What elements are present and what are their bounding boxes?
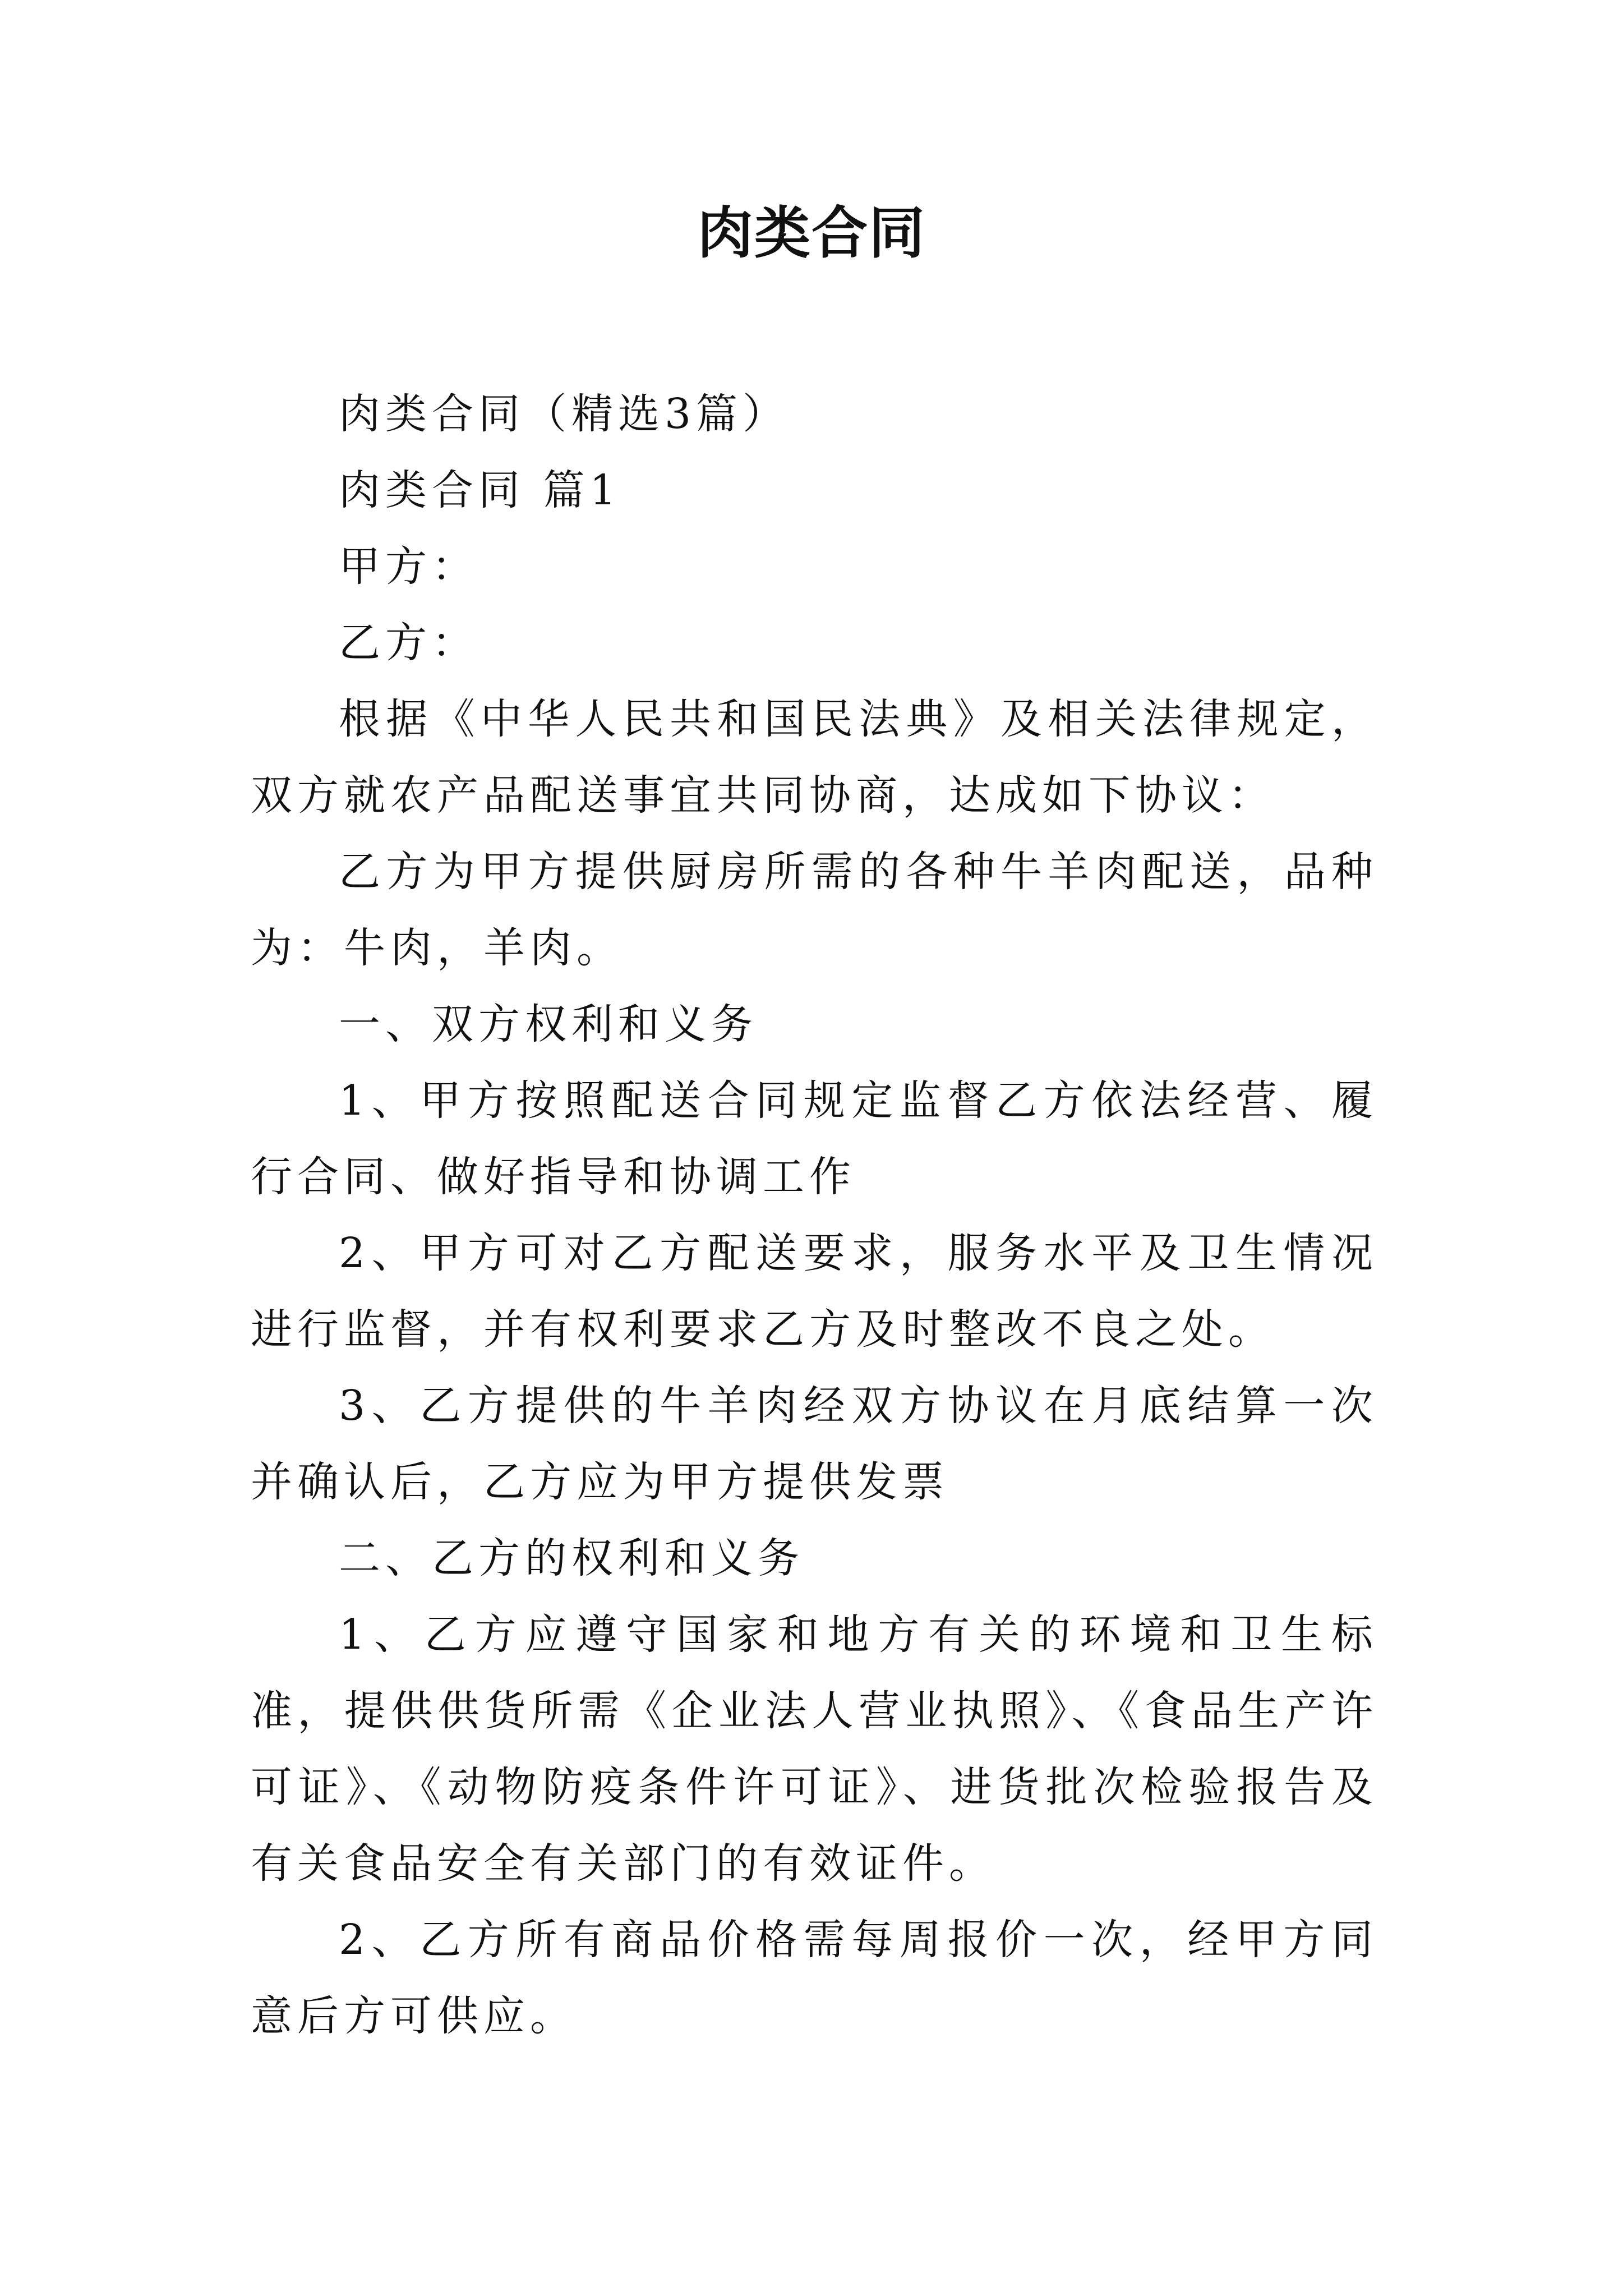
preamble-paragraph: 根据《中华人民共和国民法典》及相关法律规定，双方就农产品配送事宜共同协商，达成如下协议： <box>251 695 1378 820</box>
clause-paragraph: 1、乙方应遵守国家和地方有关的环境和卫生标准，提供供货所需《企业法人营业执照》、《食品生产许可证》、《动物防疫条件许可证》、进货批次检验报告及有关食品安全有关部门的有效证件。 <box>251 1611 1378 1888</box>
subtitle-paragraph: 肉类合同（精选3篇） <box>339 390 790 438</box>
clause-paragraph: 2、乙方所有商品价格需每周报价一次，经甲方同意后方可供应。 <box>251 1916 1378 2040</box>
section-heading-paragraph: 肉类合同 篇1 <box>339 466 621 514</box>
party-a-line: 甲方： <box>339 542 478 591</box>
clause-paragraph: 2、甲方可对乙方配送要求，服务水平及卫生情况进行监督，并有权利要求乙方及时整改不良之处。 <box>251 1229 1378 1354</box>
party-b-line: 乙方： <box>339 619 478 667</box>
clause-heading: 一、双方权利和义务 <box>339 1000 758 1048</box>
clause-heading: 二、乙方的权利和义务 <box>339 1534 804 1582</box>
document-body <box>251 376 1378 2054</box>
scope-paragraph: 乙方为甲方提供厨房所需的各种牛羊肉配送，品种为：牛肉，羊肉。 <box>251 848 1378 972</box>
document-title: 肉类合同 <box>697 200 926 266</box>
clause-paragraph: 1、甲方按照配送合同规定监督乙方依法经营、履行合同、做好指导和协调工作 <box>251 1076 1378 1201</box>
clause-paragraph: 3、乙方提供的牛羊肉经双方协议在月底结算一次并确认后，乙方应为甲方提供发票 <box>251 1382 1378 1506</box>
